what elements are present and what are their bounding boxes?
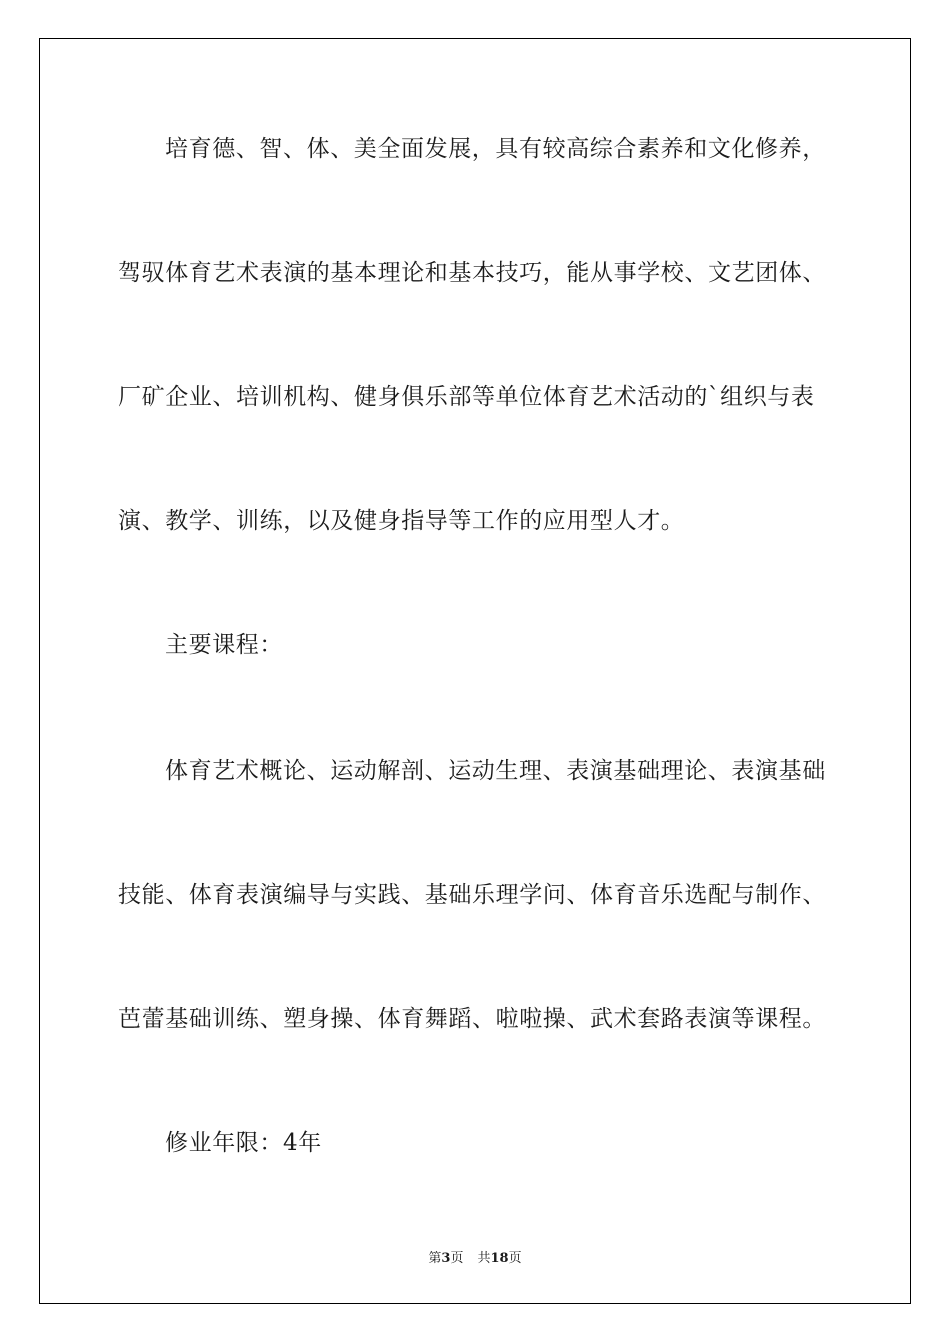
- paragraph-line: 驾驭体育艺术表演的基本理论和基本技巧，能从事学校、文艺团体、: [118, 260, 826, 286]
- page-footer: [0, 1247, 950, 1266]
- paragraph-line: 培育德、智、体、美全面发展，具有较高综合素养和文化修养，: [165, 136, 826, 162]
- footer-total-suffix: 页: [508, 1251, 522, 1266]
- page-border: [39, 38, 911, 1304]
- footer-page-current: 3: [441, 1251, 451, 1266]
- paragraph-line: 厂矿企业、培训机构、健身俱乐部等单位体育艺术活动的`组织与表: [118, 384, 815, 410]
- paragraph-line: 芭蕾基础训练、塑身操、体育舞蹈、啦啦操、武术套路表演等课程。: [118, 1006, 826, 1032]
- section-heading: 主要课程：: [165, 632, 283, 658]
- footer-page-mid: 页: [450, 1251, 464, 1266]
- footer-page-total: 18: [490, 1251, 509, 1266]
- footer-total-prefix: 共: [477, 1251, 491, 1266]
- paragraph-line: 体育艺术概论、运动解剖、运动生理、表演基础理论、表演基础: [165, 758, 826, 784]
- paragraph-line: 技能、体育表演编导与实践、基础乐理学问、体育音乐选配与制作、: [118, 882, 826, 908]
- study-duration: 修业年限：4年: [165, 1130, 322, 1156]
- footer-page-prefix: 第: [428, 1251, 442, 1266]
- paragraph-line: 演、教学、训练，以及健身指导等工作的应用型人才。: [118, 508, 685, 534]
